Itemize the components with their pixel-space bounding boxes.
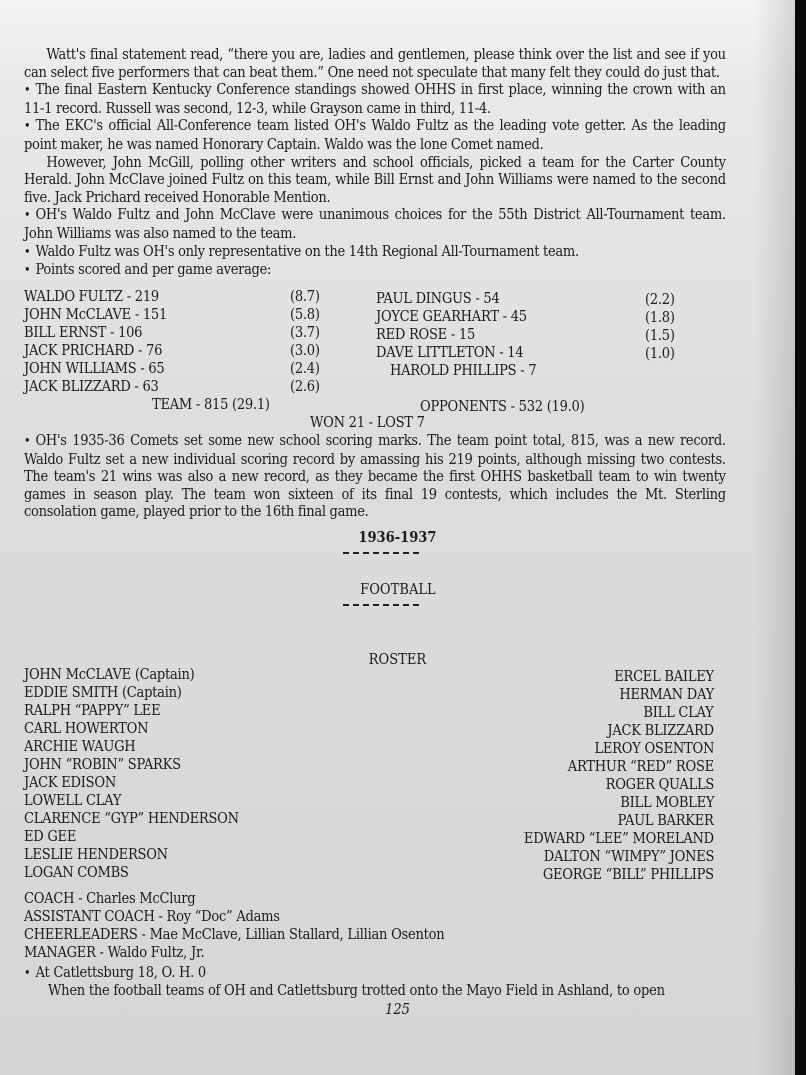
roster-player: CARL HOWERTON [24, 719, 149, 737]
body-text-records [24, 432, 726, 521]
roster-player: LEROY OSENTON [594, 739, 714, 757]
page-number [0, 1000, 795, 1018]
roster-player: RALPH “PAPPY” LEE [24, 701, 161, 719]
roster-heading-text: ROSTER [368, 650, 427, 668]
roster-player: JOHN “ROBIN” SPARKS [24, 755, 181, 773]
score-right-name: RED ROSE - 15 [376, 325, 476, 343]
roster-player: HERMAN DAY [619, 685, 714, 703]
score-right-name: DAVE LITTLETON - 14 [376, 343, 524, 361]
roster-player: GEORGE “BILL” PHILLIPS [542, 865, 714, 883]
roster-player: JOHN McCLAVE (Captain) [24, 665, 195, 683]
records-bullet: • OH's 1935-36 Comets set some new school scoring marks. The team point total, 815, was a new record. Waldo Fultz set a new individual scoring record by amassing his 219 points, although missing two contests. The team's 21 wins was also a new record, as they became the first OHHS basketball team to win twenty games in season play. The team won sixteen of its final 19 contests, which includes the Mt. Sterling consolation game, played prior to the 16th final game. [24, 432, 726, 521]
score-right-avg: (1.5) [645, 326, 675, 344]
season-record: WON 21 - LOST 7 [310, 413, 425, 431]
roster-player: CLARENCE “GYP” HENDERSON [24, 809, 239, 827]
roster-player: ERCEL BAILEY [614, 667, 714, 685]
roster-player: BILL CLAY [643, 703, 714, 721]
roster-player: BILL MOBLEY [620, 793, 714, 811]
roster-player: JACK EDISON [24, 773, 116, 791]
score-left-avg: (3.0) [290, 341, 320, 359]
roster-player: ED GEE [24, 827, 77, 845]
roster-player: LESLIE HENDERSON [24, 845, 168, 863]
score-right-avg: (1.8) [645, 308, 675, 326]
season-heading [0, 528, 795, 546]
sport-heading [0, 580, 795, 598]
staff-cheerleaders: CHEERLEADERS - Mae McClave, Lillian Stallard, Lillian Osenton [24, 925, 445, 943]
mcgill-paragraph: However, John McGill, polling other writers and school officials, picked a team for the Carter County Herald. John McClave joined Fultz on this team, while Bill Ernst and John Williams were named to the second five. Jack Prichard received Honorable Mention. [24, 152, 726, 206]
score-left-avg: (2.6) [290, 377, 320, 395]
roster-player: LOGAN COMBS [24, 863, 129, 881]
heading-divider [343, 604, 419, 606]
score-left-avg: (8.7) [290, 287, 320, 305]
season-heading-text: 1936-1937 [358, 528, 437, 546]
score-left-name: JOHN WILLIAMS - 65 [24, 359, 165, 377]
team-total: TEAM - 815 (29.1) [152, 395, 270, 413]
roster-player: ARCHIE WAUGH [24, 737, 136, 755]
score-right-name: PAUL DINGUS - 54 [376, 289, 500, 307]
roster-player: ROGER QUALLS [605, 775, 714, 793]
staff-manager: MANAGER - Waldo Fultz, Jr. [24, 943, 205, 961]
body-text-top [24, 46, 726, 280]
score-left-avg: (5.8) [290, 305, 320, 323]
roster-player: JACK BLIZZARD [607, 721, 714, 739]
score-right-name: JOYCE GEARHART - 45 [376, 307, 527, 325]
game-result-bullet: • At Catlettsburg 18, O. H. 0 [24, 964, 206, 982]
heading-divider [343, 552, 419, 554]
sport-heading-text: FOOTBALL [359, 580, 436, 598]
game-paragraph: When the football teams of OH and Catlettsburg trotted onto the Mayo Field in Ashland, to open [48, 981, 665, 999]
page-number-text: 125 [385, 1000, 410, 1018]
all-conference-bullet: • The EKC's official All-Conference team listed OH's Waldo Fultz as the leading vote getter. As the leading point maker, he was named Honorary Captain. Waldo was the lone Comet named. [24, 117, 726, 153]
score-left-name: JOHN McCLAVE - 151 [24, 305, 168, 323]
roster-player: DALTON “WIMPY” JONES [543, 847, 714, 865]
district-bullet: • OH's Waldo Fultz and John McClave were unanimous choices for the 55th District All-Tournament team. John Williams was also named to the team. [24, 206, 726, 242]
score-right-name: HAROLD PHILLIPS - 7 [390, 361, 537, 379]
score-left-avg: (2.4) [290, 359, 320, 377]
roster-player: ARTHUR “RED” ROSE [567, 757, 714, 775]
score-right-avg: (1.0) [645, 344, 675, 362]
roster-player: EDDIE SMITH (Captain) [24, 683, 182, 701]
regional-bullet: • Waldo Fultz was OH's only representative on the 14th Regional All-Tournament team. [24, 243, 726, 262]
opponents-total: OPPONENTS - 532 (19.0) [420, 397, 585, 415]
score-left-name: JACK PRICHARD - 76 [24, 341, 163, 359]
score-left-name: JACK BLIZZARD - 63 [24, 377, 159, 395]
points-heading-bullet: • Points scored and per game average: [24, 261, 726, 280]
roster-player: PAUL BARKER [617, 811, 714, 829]
intro-paragraph: Watt's final statement read, “there you are, ladies and gentlemen, please think over the list and see if you can select five performers that can beat them.” One need not speculate that many felt they could do just that. [24, 45, 726, 81]
score-left-name: WALDO FULTZ - 219 [24, 287, 159, 305]
staff-coach: COACH - Charles McClurg [24, 889, 196, 907]
score-left-avg: (3.7) [290, 323, 320, 341]
roster-player: LOWELL CLAY [24, 791, 122, 809]
score-left-name: BILL ERNST - 106 [24, 323, 143, 341]
score-right-avg: (2.2) [645, 290, 675, 308]
standings-bullet: • The final Eastern Kentucky Conference standings showed OHHS in first place, winning the crown with an 11-1 record. Russell was second, 12-3, while Grayson came in third, 11-4. [24, 81, 726, 117]
staff-assistant-coach: ASSISTANT COACH - Roy “Doc” Adams [24, 907, 280, 925]
roster-player: EDWARD “LEE” MORELAND [524, 829, 714, 847]
